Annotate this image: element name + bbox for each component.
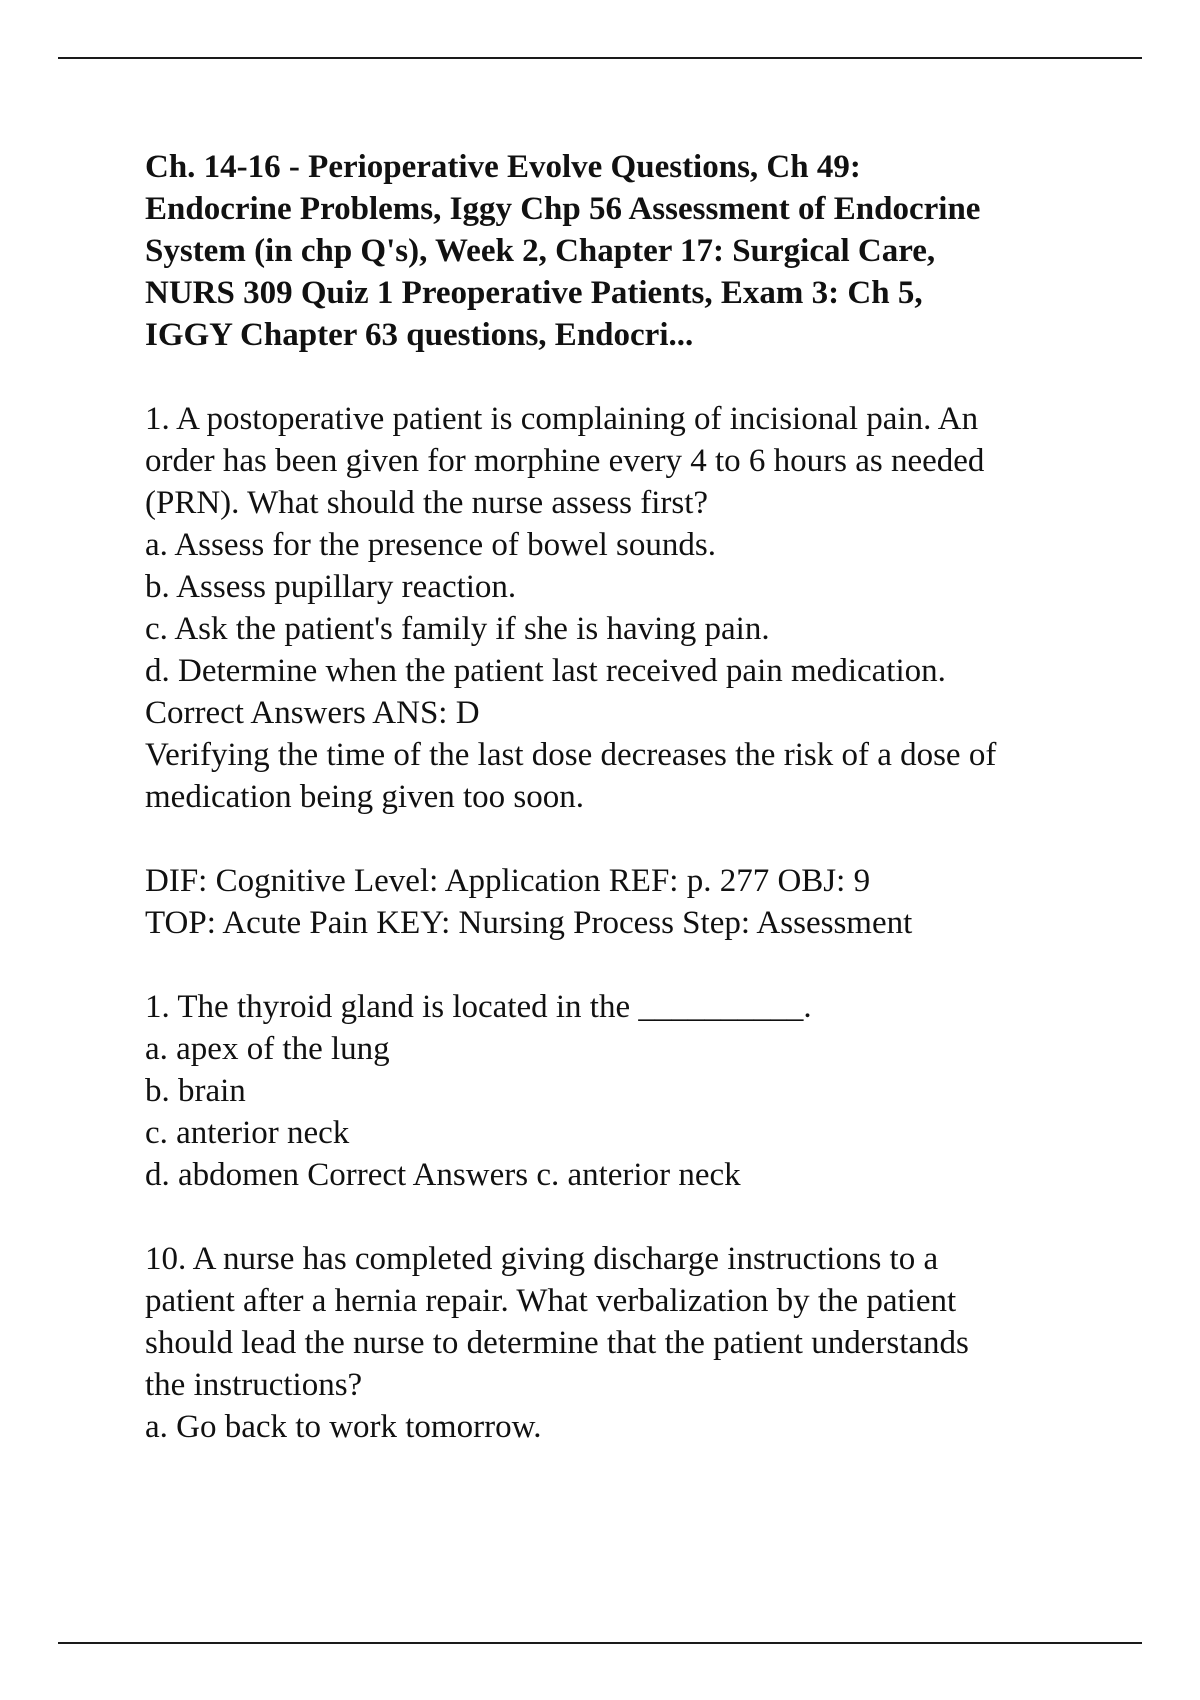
question-2 bbox=[145, 986, 1105, 1196]
answer-option: b. Assess pupillary reaction. bbox=[145, 569, 517, 605]
answer-option: a. apex of the lung bbox=[145, 1031, 390, 1067]
question-metadata: TOP: Acute Pain KEY: Nursing Process Step: Assessment bbox=[145, 905, 913, 941]
document-body bbox=[145, 146, 1105, 1448]
bottom-divider bbox=[58, 1642, 1142, 1644]
question-stem-line: 10. A nurse has completed giving discharge instructions to a bbox=[145, 1241, 939, 1277]
answer-option: c. Ask the patient's family if she is having pain. bbox=[145, 611, 770, 647]
question-stem-line: 1. A postoperative patient is complaining of incisional pain. An bbox=[145, 401, 979, 437]
question-stem-line: (PRN). What should the nurse assess first? bbox=[145, 485, 709, 521]
answer-option: a. Assess for the presence of bowel sounds. bbox=[145, 527, 716, 563]
answer-option: a. Go back to work tomorrow. bbox=[145, 1409, 542, 1445]
rationale-line: Verifying the time of the last dose decreases the risk of a dose of bbox=[145, 737, 997, 773]
spacer bbox=[145, 818, 1105, 860]
spacer bbox=[145, 1196, 1105, 1238]
title-line: IGGY Chapter 63 questions, Endocri... bbox=[145, 317, 694, 353]
question-3 bbox=[145, 1238, 1105, 1448]
spacer bbox=[145, 944, 1105, 986]
title-line: System (in chp Q's), Week 2, Chapter 17: Surgical Care, bbox=[145, 233, 936, 269]
answer-option: d. abdomen Correct Answers c. anterior neck bbox=[145, 1157, 741, 1193]
question-stem-line: order has been given for morphine every 4 to 6 hours as needed bbox=[145, 443, 985, 479]
question-stem-line: 1. The thyroid gland is located in the __________. bbox=[145, 989, 812, 1025]
correct-answer: Correct Answers ANS: D bbox=[145, 695, 480, 731]
document-title bbox=[145, 146, 1105, 356]
answer-option: b. brain bbox=[145, 1073, 246, 1109]
answer-option: c. anterior neck bbox=[145, 1115, 350, 1151]
top-divider bbox=[58, 57, 1142, 59]
title-line: NURS 309 Quiz 1 Preoperative Patients, Exam 3: Ch 5, bbox=[145, 275, 923, 311]
answer-option: d. Determine when the patient last received pain medication. bbox=[145, 653, 946, 689]
rationale-line: medication being given too soon. bbox=[145, 779, 585, 815]
question-stem-line: patient after a hernia repair. What verbalization by the patient bbox=[145, 1283, 957, 1319]
question-stem-line: should lead the nurse to determine that the patient understands bbox=[145, 1325, 969, 1361]
question-metadata: DIF: Cognitive Level: Application REF: p. 277 OBJ: 9 bbox=[145, 863, 871, 899]
title-line: Endocrine Problems, Iggy Chp 56 Assessment of Endocrine bbox=[145, 191, 981, 227]
title-line: Ch. 14-16 - Perioperative Evolve Questions, Ch 49: bbox=[145, 149, 861, 185]
question-1 bbox=[145, 398, 1105, 944]
question-stem-line: the instructions? bbox=[145, 1367, 363, 1403]
